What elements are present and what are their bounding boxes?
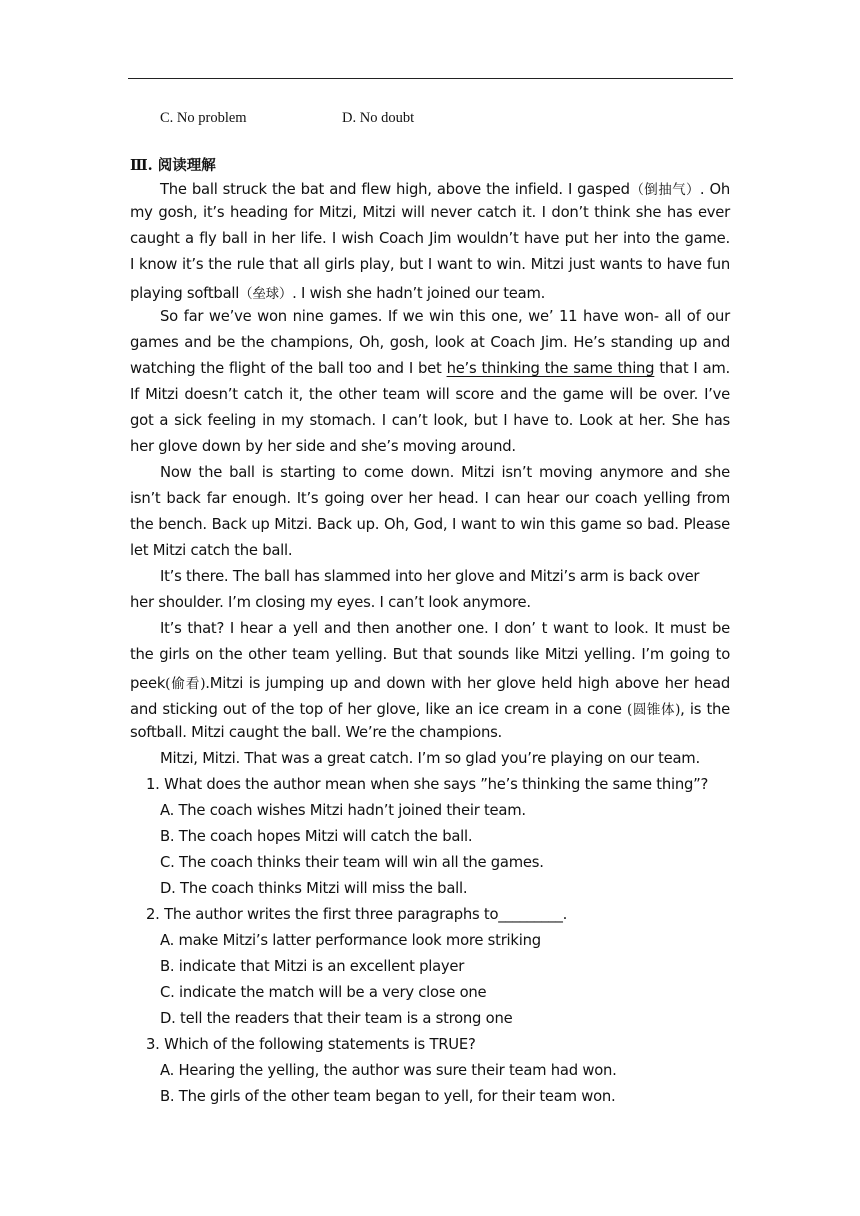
passage-line: the girls on the other team yelling. But that sounds like Mitzi yelling. I’m going to <box>130 646 730 663</box>
passage-line: I know it’s the rule that all girls play, but I want to win. Mitzi just wants to have fun <box>130 256 730 273</box>
option: D. tell the readers that their team is a strong one <box>160 1010 513 1027</box>
passage-line: her shoulder. I’m closing my eyes. I can’t look anymore. <box>130 594 531 611</box>
option: A. The coach wishes Mitzi hadn’t joined their team. <box>160 802 526 819</box>
passage-line: The ball struck the bat and flew high, above the infield. I gasped（倒抽气）. Oh <box>160 181 730 198</box>
passage-line: peek(偷看).Mitzi is jumping up and down with her glove held high above her head <box>130 675 730 692</box>
passage-line: Mitzi, Mitzi. That was a great catch. I’m so glad you’re playing on our team. <box>160 750 700 767</box>
passage-line: Now the ball is starting to come down. Mitzi isn’t moving anymore and she <box>160 464 730 481</box>
option: B. The coach hopes Mitzi will catch the ball. <box>160 828 473 845</box>
option-c-prev: C. No problem <box>160 110 247 126</box>
passage-line: softball. Mitzi caught the ball. We’re the champions. <box>130 724 503 741</box>
passage-line: the bench. Back up Mitzi. Back up. Oh, God, I want to win this game so bad. Please <box>130 516 730 533</box>
option: C. indicate the match will be a very close one <box>160 984 487 1001</box>
passage-line: games and be the champions, Oh, gosh, look at Coach Jim. He’s standing up and <box>130 334 730 351</box>
passage-line: let Mitzi catch the ball. <box>130 542 293 559</box>
passage-line: So far we’ve won nine games. If we win this one, we’ 11 have won- all of our <box>160 308 730 325</box>
passage-line: got a sick feeling in my stomach. I can’t look, but I have to. Look at her. She has <box>130 412 730 429</box>
passage-line: It’s there. The ball has slammed into her glove and Mitzi’s arm is back over <box>160 568 700 585</box>
passage-line: my gosh, it’s heading for Mitzi, Mitzi will never catch it. I don’t think she has ever <box>130 204 730 221</box>
passage-line: It’s that? I hear a yell and then another one. I don’ t want to look. It must be <box>160 620 730 637</box>
passage-line: If Mitzi doesn’t catch it, the other team will score and the game will be over. I’ve <box>130 386 730 403</box>
passage-line: caught a fly ball in her life. I wish Coach Jim wouldn’t have put her into the game. <box>130 230 730 247</box>
passage-line: and sticking out of the top of her glove, like an ice cream in a cone (圆锥体), is the <box>130 701 730 718</box>
option: B. indicate that Mitzi is an excellent player <box>160 958 465 975</box>
question-3: 3. Which of the following statements is TRUE? <box>146 1036 476 1053</box>
option: A. make Mitzi’s latter performance look more striking <box>160 932 541 949</box>
passage-line: her glove down by her side and she’s moving around. <box>130 438 516 455</box>
section-title: Ⅲ. 阅读理解 <box>130 157 216 174</box>
option: C. The coach thinks their team will win all the games. <box>160 854 544 871</box>
passage-line: isn’t back far enough. It’s going over her head. I can hear our coach yelling from <box>130 490 730 507</box>
option: B. The girls of the other team began to yell, for their team won. <box>160 1088 616 1105</box>
option: D. The coach thinks Mitzi will miss the ball. <box>160 880 468 897</box>
option: A. Hearing the yelling, the author was sure their team had won. <box>160 1062 617 1079</box>
passage-line: watching the flight of the ball too and I bet he’s thinking the same thing that I am. <box>130 360 731 377</box>
question-2: 2. The author writes the first three paragraphs to_________. <box>146 906 568 923</box>
option-d-prev: D. No doubt <box>342 110 415 126</box>
question-1: 1. What does the author mean when she says ”he’s thinking the same thing”? <box>146 776 709 793</box>
passage-line: playing softball（垒球）. I wish she hadn’t joined our team. <box>130 285 546 302</box>
header-rule <box>128 78 733 79</box>
underlined-phrase: he’s thinking the same thing <box>446 360 655 377</box>
